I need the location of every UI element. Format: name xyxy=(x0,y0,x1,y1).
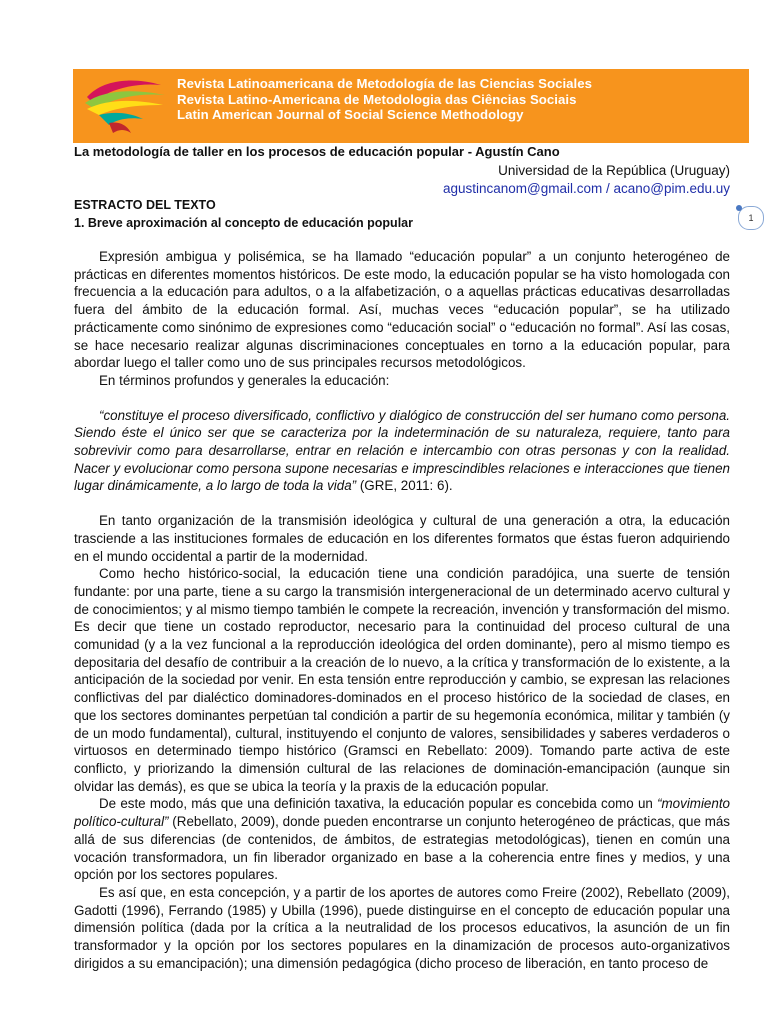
paragraph-3: En tanto organización de la transmisión ideológica y cultural de una generación a otra, la educación trasciende a las instituciones formales de educación en los diferentes formatos que éstas fueron adquiriendo en el mundo occidental a partir de la modernidad. xyxy=(74,513,730,564)
article-title: La metodología de taller en los procesos de educación popular - Agustín Cano xyxy=(74,144,560,159)
journal-title-es: Revista Latinoamericana de Metodología de las Ciencias Sociales xyxy=(177,76,593,91)
quote-text: “constituye el proceso diversificado, conflictivo y dialógico de construcción del ser humano como persona. Siendo éste el único ser que se caracteriza por la indeterminación de su naturaleza, requiere, tanto para sobrevivir como para desarrollarse, entrar en relación e intercambio con otras personas y con la realidad. Nacer y evolucionar como persona supone necesarias e imprescindibles relaciones e interacciones que tienen lugar dinámicamente, a lo largo de toda la vida” xyxy=(74,407,730,494)
page-marker-badge[interactable]: 1 xyxy=(738,206,764,230)
journal-title-en: Latin American Journal of Social Science Methodology xyxy=(177,107,524,122)
extract-label: ESTRACTO DEL TEXTO xyxy=(74,198,216,212)
journal-title-block xyxy=(177,76,592,123)
block-quote xyxy=(74,407,730,496)
paragraph-1: Expresión ambigua y polisémica, se ha llamado “educación popular” a un conjunto heterogéneo de prácticas en diferentes momentos históricos. De este modo, la educación popular se ha visto homologada con frecuencia a la educación para adultos, o a la alfabetización, o a aquellas prácticas educativas desarrolladas fuera del ámbito de la educación formal. Así, muchas veces “educación popular”, se ha utilizado prácticamente como sinónimo de expresiones como “educación social” o “educación no formal”. Así las cosas, se hace necesario realizar algunas discriminaciones conceptuales en torno a la educación popular, para abordar luego el taller como uno de sus principales recursos metodológicos. xyxy=(74,249,730,371)
author-affiliation: Universidad de la República (Uruguay) xyxy=(498,163,730,178)
paragraph-6: Es así que, en esta concepción, y a partir de los aportes de autores como Freire (2002), Rebellato (2009), Gadotti (1996), Ferrando (1985) y Ubilla (1996), puede distinguirse en el concepto de educación popular una dimensión política (dada por la crítica a la neutralidad de los procesos educativos, la asunción de un fin transformador y la opción por los sectores populares en la dinamización de procesos auto-organizativos dirigidos a su emancipación); una dimensión pedagógica (dicho proceso de liberación, en tanto proceso de xyxy=(74,884,730,971)
paragraph-5 xyxy=(74,795,730,884)
journal-logo-icon xyxy=(81,73,171,139)
paragraph-5-end: (Rebellato, 2009), donde pueden encontrarse un conjunto heterogéneo de prácticas, que más allá de sus diferencias (de contenidos, de ámbitos, de estrategias metodológicas), tienen en común una vocación transformadora, un fin liberador organizado en base a la coherencia entre fines y medios, y una opción por los sectores populares. xyxy=(74,814,730,883)
paragraph-4: Como hecho histórico-social, la educación tiene una condición paradójica, una suerte de tensión fundante: por una parte, tiene a su cargo la transmisión intergeneracional de un determinado acervo cultural y de conocimientos; y al mismo tiempo también le compete la recreación, invención y transformación del mismo. Es decir que tiene un costado reproductor, necesario para la continuidad del proceso cultural de una comunidad (y a la vez funcional a la reproducción ideológica del orden dominante), pero al mismo tiempo es depositaria del desafío de contribuir a la creación de lo nuevo, a la crítica y transformación de lo existente, a la anticipación de la sociedad por venir. En esta tensión entre reproducción y cambio, se expresan las relaciones conflictivas del par dialéctico dominadores-dominados en el proceso histórico de la sociedad de clases, en que los sectores dominantes perpetúan tal condición a partir de su hegemonía económica, militar y también (y de un modo fundamental), cultural, instituyendo el conjunto de valores, sensibilidades y saberes verdaderos o virtuosos en determinado tiempo histórico (Gramsci en Rebellato: 2009). Tomando parte activa de este conflicto, y priorizando la dimensión cultural de las relaciones de dominación-emancipación (aunque sin olvidar las demás), es que se ubica la teoría y la praxis de la educación popular. xyxy=(74,566,730,794)
paragraph-5-italic: “movimiento político-cultural” xyxy=(74,796,730,830)
journal-banner xyxy=(73,69,749,143)
article-body xyxy=(74,248,730,972)
section-heading: 1. Breve aproximación al concepto de educación popular xyxy=(74,216,413,230)
paragraph-5-start: De este modo, más que una definición taxativa, la educación popular es concebida como un xyxy=(99,796,658,812)
quote-citation: (GRE, 2011: 6). xyxy=(356,478,453,494)
journal-title-pt: Revista Latino-Americana de Metodologia das Ciências Sociais xyxy=(177,91,577,107)
paragraph-2: En términos profundos y generales la educación: xyxy=(99,372,390,388)
author-emails[interactable]: agustincanom@gmail.com / acano@pim.edu.uy xyxy=(442,181,730,196)
